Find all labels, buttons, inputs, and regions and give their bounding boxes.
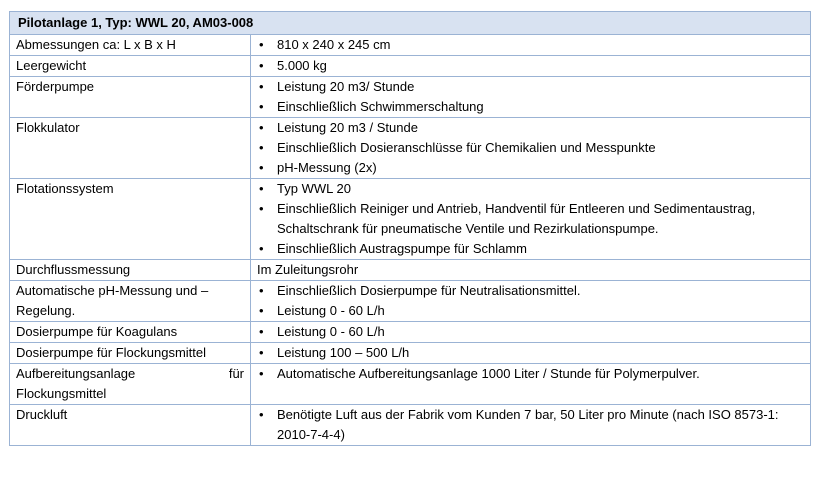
bullet-list <box>257 364 804 384</box>
table-row <box>10 281 811 322</box>
row-value <box>251 179 811 260</box>
table-row <box>10 118 811 179</box>
table-row <box>10 260 811 281</box>
row-value: Im Zuleitungsrohr <box>251 260 811 281</box>
row-value <box>251 35 811 56</box>
list-item: • pH-Messung (2x) <box>257 158 804 178</box>
list-item: • Einschließlich Schwimmerschaltung <box>257 97 804 117</box>
list-item: • Einschließlich Reiniger und Antrieb, Handventil für Entleeren und Sedimentaustrag, Schaltschrank für pneumatische Ventile und Rezirkulationspumpe. <box>257 199 804 239</box>
list-item: • Einschließlich Dosieranschlüsse für Chemikalien und Messpunkte <box>257 138 804 158</box>
row-label: Dosierpumpe für Koagulans <box>10 322 251 343</box>
row-label <box>10 364 251 405</box>
row-label: Leergewicht <box>10 56 251 77</box>
table-header-row <box>10 12 811 35</box>
row-label: Dosierpumpe für Flockungsmittel <box>10 343 251 364</box>
list-item: • Leistung 20 m3/ Stunde <box>257 77 804 97</box>
row-label: Förderpumpe <box>10 77 251 118</box>
spec-table <box>9 11 811 446</box>
list-item: • Typ WWL 20 <box>257 179 804 199</box>
list-item: • Leistung 100 – 500 L/h <box>257 343 804 363</box>
list-item: • Einschließlich Austragspumpe für Schlamm <box>257 239 804 259</box>
list-item: • Leistung 20 m3 / Stunde <box>257 118 804 138</box>
bullet-list <box>257 405 804 445</box>
row-value <box>251 118 811 179</box>
row-label: Flokkulator <box>10 118 251 179</box>
bullet-list <box>257 281 804 321</box>
table-row <box>10 77 811 118</box>
list-item: • Einschließlich Dosierpumpe für Neutralisationsmittel. <box>257 281 804 301</box>
list-item: • 5.000 kg <box>257 56 804 76</box>
row-label: Druckluft <box>10 405 251 446</box>
table-row <box>10 35 811 56</box>
table-row <box>10 56 811 77</box>
table-row <box>10 322 811 343</box>
bullet-list <box>257 56 804 76</box>
row-label: Abmessungen ca: L x B x H <box>10 35 251 56</box>
row-label-line <box>16 364 244 384</box>
list-item: • 810 x 240 x 245 cm <box>257 35 804 55</box>
row-value <box>251 343 811 364</box>
bullet-list <box>257 118 804 178</box>
row-label-word: für <box>228 366 244 381</box>
list-item: • Leistung 0 - 60 L/h <box>257 322 804 342</box>
row-label: Automatische pH-Messung und –Regelung. <box>10 281 251 322</box>
table-row <box>10 405 811 446</box>
bullet-list <box>257 77 804 117</box>
row-label: Durchflussmessung <box>10 260 251 281</box>
table-title: Pilotanlage 1, Typ: WWL 20, AM03-008 <box>10 12 811 35</box>
row-label-word: Aufbereitungsanlage <box>16 366 136 381</box>
bullet-list <box>257 179 804 259</box>
table-row <box>10 179 811 260</box>
row-label-line: Flockungsmittel <box>16 386 107 401</box>
row-value <box>251 364 811 405</box>
row-value <box>251 281 811 322</box>
bullet-list <box>257 322 804 342</box>
row-value <box>251 405 811 446</box>
row-value <box>251 77 811 118</box>
list-item: • Leistung 0 - 60 L/h <box>257 301 804 321</box>
row-label: Flotationssystem <box>10 179 251 260</box>
table-row <box>10 343 811 364</box>
row-value <box>251 322 811 343</box>
row-value <box>251 56 811 77</box>
bullet-list <box>257 343 804 363</box>
bullet-list <box>257 35 804 55</box>
table-row <box>10 364 811 405</box>
list-item: • Automatische Aufbereitungsanlage 1000 Liter / Stunde für Polymerpulver. <box>257 364 804 384</box>
list-item: • Benötigte Luft aus der Fabrik vom Kunden 7 bar, 50 Liter pro Minute (nach ISO 8573-1: 2010-7-4-4) <box>257 405 804 445</box>
